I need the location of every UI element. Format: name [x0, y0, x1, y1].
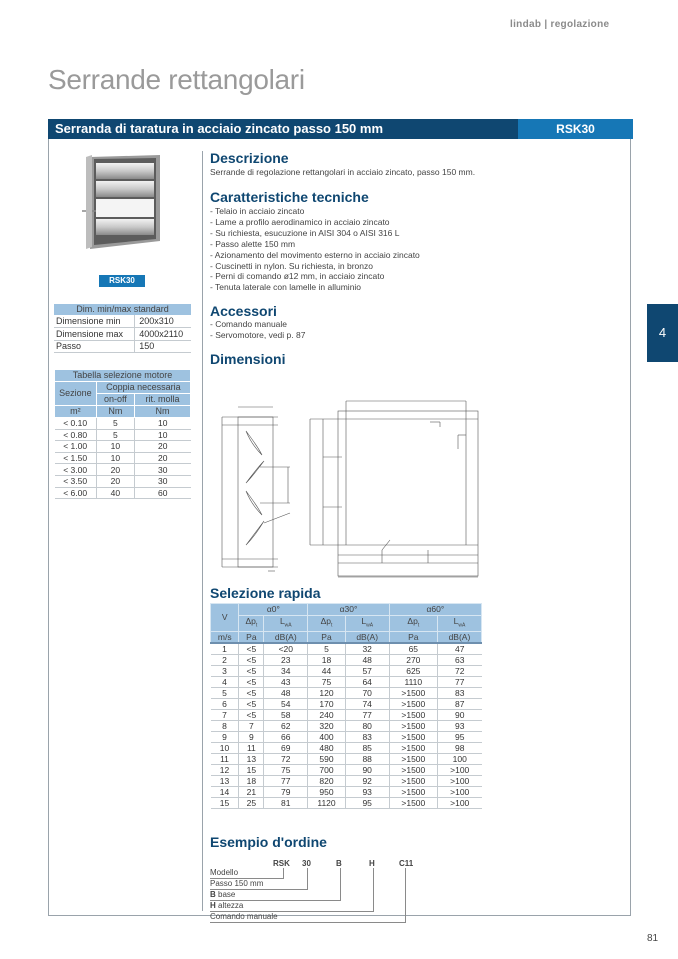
- quick-selection-body: [211, 643, 482, 809]
- cell: 40: [96, 487, 134, 499]
- column-divider: [202, 151, 203, 911]
- cell: 21: [239, 787, 264, 798]
- caratteristiche-heading: Caratteristiche tecniche: [210, 189, 369, 205]
- cell: 15: [239, 765, 264, 776]
- order-row-base: B base: [210, 890, 340, 901]
- order-code-height: H: [369, 859, 375, 868]
- table-row: [55, 441, 191, 453]
- motor-table-title: Tabella selezione motore: [55, 370, 191, 382]
- order-connector: [283, 868, 284, 879]
- cell: 83: [437, 688, 481, 699]
- cell: 44: [308, 666, 345, 677]
- cell: 90: [437, 710, 481, 721]
- descrizione-text: Serrande di regolazione rettangolari in acciaio zincato, passo 150 mm.: [210, 167, 476, 177]
- cell: 400: [308, 732, 345, 743]
- table-row: [211, 688, 482, 699]
- cell: 32: [345, 643, 389, 655]
- order-row-passo: Passo 150 mm: [210, 879, 307, 890]
- cell: 85: [345, 743, 389, 754]
- cell: 20: [96, 464, 134, 476]
- cell: 240: [308, 710, 345, 721]
- unit-db: dB(A): [264, 631, 308, 643]
- order-example: [210, 834, 450, 934]
- cell: 320: [308, 721, 345, 732]
- cell: >100: [437, 787, 481, 798]
- cell: 92: [345, 776, 389, 787]
- table-row: [211, 710, 482, 721]
- cell: 700: [308, 765, 345, 776]
- selezione-heading: Selezione rapida: [210, 585, 321, 601]
- cell: 65: [389, 643, 437, 655]
- col-onoff: on-off: [96, 394, 134, 406]
- table-row: [211, 798, 482, 809]
- cell: 90: [345, 765, 389, 776]
- cell: 13: [239, 754, 264, 765]
- cell: < 3.50: [55, 475, 97, 487]
- cell: 66: [264, 732, 308, 743]
- cell: >100: [437, 798, 481, 809]
- unit-onoff: Nm: [96, 406, 134, 418]
- group-a0: α0°: [239, 604, 308, 616]
- table-row: [211, 721, 482, 732]
- panel-code: RSK30: [518, 119, 633, 139]
- order-row-comando: Comando manuale: [210, 912, 405, 923]
- cell: >1500: [389, 787, 437, 798]
- cell: >100: [437, 776, 481, 787]
- cell: 480: [308, 743, 345, 754]
- row-label: Dimensione min: [54, 315, 135, 328]
- cell: 57: [345, 666, 389, 677]
- dimension-drawing-icon: [210, 395, 505, 585]
- cell: 48: [264, 688, 308, 699]
- cell: 11: [239, 743, 264, 754]
- cell: 13: [211, 776, 239, 787]
- order-code-control: C11: [399, 859, 414, 868]
- cell: 20: [134, 452, 190, 464]
- table-row: [211, 743, 482, 754]
- cell: 5: [96, 429, 134, 441]
- list-item: - Azionamento del movimento esterno in acciaio zincato: [210, 249, 420, 260]
- cell: 95: [345, 798, 389, 809]
- accessori-list: [210, 319, 305, 341]
- page-title: Serrande rettangolari: [48, 64, 305, 95]
- order-connector: [307, 868, 308, 890]
- accessori-heading: Accessori: [210, 303, 277, 319]
- left-column: [49, 139, 203, 915]
- cell: >1500: [389, 765, 437, 776]
- unit-db: dB(A): [437, 631, 481, 643]
- table-row: [55, 418, 191, 430]
- table-row: [211, 699, 482, 710]
- cell: 1120: [308, 798, 345, 809]
- cell: 270: [389, 655, 437, 666]
- table-row: [55, 452, 191, 464]
- cell: 30: [134, 475, 190, 487]
- order-connector: [340, 868, 341, 901]
- col-sezione: Sezione: [55, 382, 97, 406]
- cell: 1110: [389, 677, 437, 688]
- cell: 79: [264, 787, 308, 798]
- cell: 20: [134, 441, 190, 453]
- cell: <5: [239, 699, 264, 710]
- cell: <5: [239, 677, 264, 688]
- cell: 10: [134, 418, 190, 430]
- cell: < 0.10: [55, 418, 97, 430]
- cell: 590: [308, 754, 345, 765]
- col-dp: $\Delta p_t$: [239, 615, 264, 631]
- cell: 8: [211, 721, 239, 732]
- cell: 9: [211, 732, 239, 743]
- list-item: - Cuscinetti in nylon. Su richiesta, in bronzo: [210, 260, 373, 271]
- unit-molla: Nm: [134, 406, 190, 418]
- page-number: 81: [647, 933, 659, 944]
- cell: 7: [211, 710, 239, 721]
- cell: 47: [437, 643, 481, 655]
- unit-db: dB(A): [345, 631, 389, 643]
- cell: 69: [264, 743, 308, 754]
- unit-v: m/s: [211, 631, 239, 643]
- cell: < 0.80: [55, 429, 97, 441]
- table-row: [211, 765, 482, 776]
- row-value: 200x310: [135, 315, 191, 328]
- cell: < 6.00: [55, 487, 97, 499]
- cell: 14: [211, 787, 239, 798]
- cell: >1500: [389, 743, 437, 754]
- cell: 75: [308, 677, 345, 688]
- damper-photo-icon: [82, 153, 164, 249]
- list-item: - Perni di comando ø12 mm, in acciaio zincato: [210, 271, 385, 282]
- quick-selection-table: [210, 603, 482, 809]
- panel-title: Serranda di taratura in acciaio zincato passo 150 mm: [48, 119, 518, 139]
- cell: 30: [134, 464, 190, 476]
- cell: <5: [239, 666, 264, 677]
- table-row: [211, 643, 482, 655]
- order-row-modello: Modello: [210, 868, 283, 879]
- cell: >1500: [389, 699, 437, 710]
- cell: 2: [211, 655, 239, 666]
- cell: 10: [134, 429, 190, 441]
- row-value: 150: [135, 340, 191, 353]
- cell: 625: [389, 666, 437, 677]
- cell: 95: [437, 732, 481, 743]
- cell: 93: [437, 721, 481, 732]
- cell: 7: [239, 721, 264, 732]
- cell: 18: [308, 655, 345, 666]
- unit-pa: Pa: [308, 631, 345, 643]
- col-lwa: $L_{wA}$: [345, 615, 389, 631]
- cell: 72: [437, 666, 481, 677]
- cell: >1500: [389, 710, 437, 721]
- cell: 58: [264, 710, 308, 721]
- col-lwa: $L_{wA}$: [264, 615, 308, 631]
- cell: 15: [211, 798, 239, 809]
- cell: 77: [437, 677, 481, 688]
- cell: <5: [239, 688, 264, 699]
- cell: < 1.00: [55, 441, 97, 453]
- product-badge: RSK30: [99, 275, 145, 287]
- cell: 74: [345, 699, 389, 710]
- table-row: [211, 787, 482, 798]
- cell: 4: [211, 677, 239, 688]
- cell: 54: [264, 699, 308, 710]
- cell: <5: [239, 655, 264, 666]
- table-row: [55, 429, 191, 441]
- order-connector: [405, 868, 406, 923]
- cell: <5: [239, 643, 264, 655]
- cell: 93: [345, 787, 389, 798]
- order-code-passo: 30: [302, 859, 311, 868]
- cell: 6: [211, 699, 239, 710]
- cell: 1: [211, 643, 239, 655]
- panel-header: [48, 119, 633, 139]
- cell: < 1.50: [55, 452, 97, 464]
- cell: 63: [437, 655, 481, 666]
- order-code-model: RSK: [273, 859, 290, 868]
- dimensioni-heading: Dimensioni: [210, 351, 286, 367]
- cell: 120: [308, 688, 345, 699]
- cell: 820: [308, 776, 345, 787]
- order-row-altezza: H altezza: [210, 901, 373, 912]
- row-value: 4000x2110: [135, 328, 191, 341]
- cell: 72: [264, 754, 308, 765]
- table-row: [54, 315, 191, 328]
- cell: >1500: [389, 688, 437, 699]
- cell: 5: [96, 418, 134, 430]
- list-item: - Telaio in acciaio zincato: [210, 206, 305, 216]
- unit-pa: Pa: [389, 631, 437, 643]
- table-row: [211, 677, 482, 688]
- dimension-table: [54, 304, 191, 353]
- order-connector: [373, 868, 374, 912]
- cell: 5: [308, 643, 345, 655]
- col-coppia: Coppia necessaria: [96, 382, 190, 394]
- cell: < 3.00: [55, 464, 97, 476]
- cell: >1500: [389, 732, 437, 743]
- cell: 12: [211, 765, 239, 776]
- order-code-base: B: [336, 859, 342, 868]
- col-molla: rit. molla: [134, 394, 190, 406]
- cell: 10: [96, 452, 134, 464]
- cell: 83: [345, 732, 389, 743]
- table-row: [211, 754, 482, 765]
- cell: 23: [264, 655, 308, 666]
- brand-header: lindab | regolazione: [510, 19, 610, 30]
- cell: 34: [264, 666, 308, 677]
- list-item: - Passo alette 150 mm: [210, 238, 296, 249]
- cell: 100: [437, 754, 481, 765]
- cell: 80: [345, 721, 389, 732]
- cell: 25: [239, 798, 264, 809]
- descrizione-heading: Descrizione: [210, 150, 289, 166]
- table-row: [55, 464, 191, 476]
- cell: 10: [211, 743, 239, 754]
- cell: 77: [264, 776, 308, 787]
- cell: >1500: [389, 754, 437, 765]
- cell: <5: [239, 710, 264, 721]
- cell: <20: [264, 643, 308, 655]
- cell: 18: [239, 776, 264, 787]
- cell: >1500: [389, 776, 437, 787]
- cell: 70: [345, 688, 389, 699]
- cell: 43: [264, 677, 308, 688]
- cell: 9: [239, 732, 264, 743]
- list-item: - Lame a profilo aerodinamico in acciaio zincato: [210, 216, 390, 227]
- motor-selection-table: [54, 369, 191, 499]
- table-row: [211, 655, 482, 666]
- row-label: Passo: [54, 340, 135, 353]
- row-label: Dimensione max: [54, 328, 135, 341]
- group-a30: α30°: [308, 604, 389, 616]
- col-v: V: [211, 604, 239, 632]
- list-item: - Servomotore, vedi p. 87: [210, 329, 306, 340]
- cell: 88: [345, 754, 389, 765]
- group-a60: α60°: [389, 604, 481, 616]
- col-dp: $\Delta p_t$: [389, 615, 437, 631]
- table-row: [55, 487, 191, 499]
- list-item: - Su richiesta, esucuzione in AISI 304 o AISI 316 L: [210, 227, 400, 238]
- table-row: [211, 666, 482, 677]
- table-row: [55, 475, 191, 487]
- cell: >1500: [389, 721, 437, 732]
- cell: 87: [437, 699, 481, 710]
- unit-sezione: m²: [55, 406, 97, 418]
- cell: 62: [264, 721, 308, 732]
- cell: 77: [345, 710, 389, 721]
- cell: 10: [96, 441, 134, 453]
- cell: 48: [345, 655, 389, 666]
- table-row: [211, 776, 482, 787]
- list-item: - Comando manuale: [210, 319, 288, 329]
- unit-pa: Pa: [239, 631, 264, 643]
- cell: >100: [437, 765, 481, 776]
- cell: 75: [264, 765, 308, 776]
- cell: 98: [437, 743, 481, 754]
- cell: 20: [96, 475, 134, 487]
- table-row: [54, 340, 191, 353]
- col-dp: $\Delta p_t$: [308, 615, 345, 631]
- chapter-tab[interactable]: 4: [647, 304, 678, 362]
- cell: 170: [308, 699, 345, 710]
- list-item: - Tenuta laterale con lamelle in alluminio: [210, 282, 362, 293]
- cell: 11: [211, 754, 239, 765]
- product-panel: [48, 119, 631, 921]
- table-row: [54, 328, 191, 341]
- cell: >1500: [389, 798, 437, 809]
- cell: 64: [345, 677, 389, 688]
- cell: 950: [308, 787, 345, 798]
- cell: 5: [211, 688, 239, 699]
- col-lwa: $L_{wA}$: [437, 615, 481, 631]
- table-row: [211, 732, 482, 743]
- ordine-heading: Esempio d'ordine: [210, 834, 327, 850]
- cell: 3: [211, 666, 239, 677]
- cell: 60: [134, 487, 190, 499]
- caratteristiche-list: [210, 206, 420, 293]
- dimension-table-title: Dim. min/max standard: [54, 304, 191, 315]
- cell: 81: [264, 798, 308, 809]
